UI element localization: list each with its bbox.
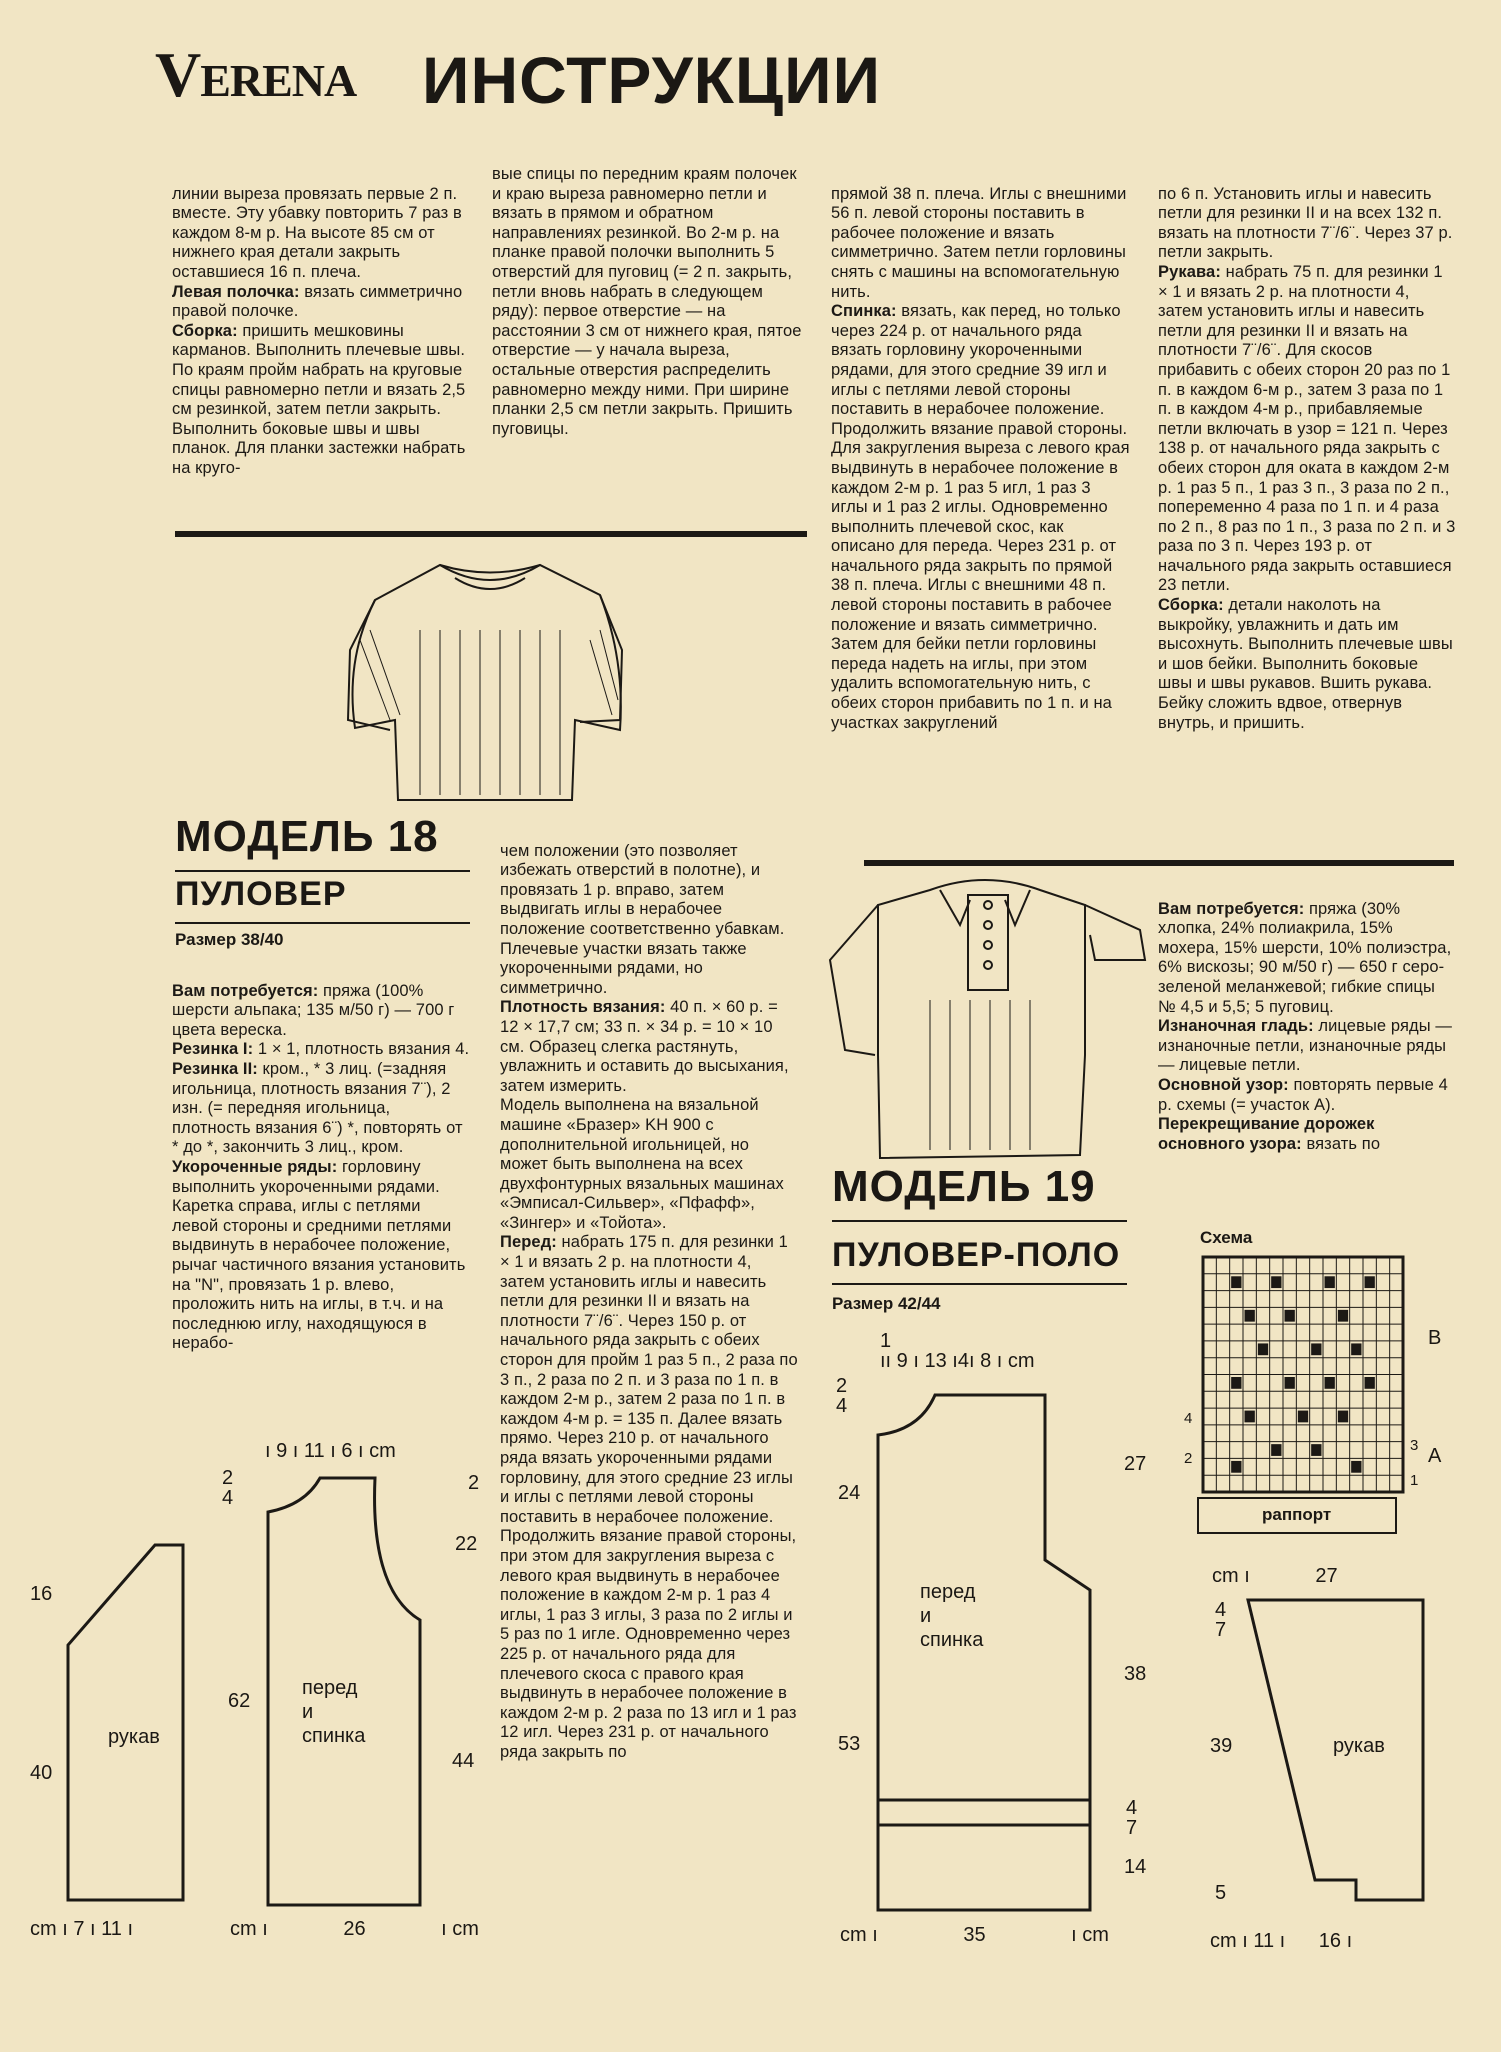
chart-symbol [1312,1445,1321,1456]
dim-label: 39 [1210,1735,1233,1757]
dim-label: 27 [1124,1453,1147,1475]
text-column-1: линии выреза провязать первые 2 п. вместе. Эту убавку повторить 7 раз в каждом 8-м р. На высоте 85 см от нижнего края детали закрыть оставшиеся 16 п. плеча. Левая полочка: вязать симметрично правой полочке. Сборка: пришить мешковины карманов. Выполнить плечевые швы. По краям пройм набрать на круговые спицы равномерно петли и вязать 2,5 см резинкой, затем петли закрыть. Выполнить боковые швы и швы планок. Для планки застежки набрать на круго- [172,184,466,477]
scheme-label: Схема [1200,1228,1253,1247]
dim-label: 4 7 [1126,1797,1138,1839]
chart-symbol [1312,1344,1321,1355]
chart-symbol [1232,1277,1241,1288]
chart-symbol [1272,1277,1281,1288]
text-column-3: прямой 38 п. плеча. Иглы с внешними 56 п. левой стороны поставить в рабочее положение и вязать симметрично. Затем петли горловины снять с машины на вспомогательную нить. Спинка: вязать, как перед, но только через 224 р. от начального ряда вязать горловину укороченными рядами, для этого средние 39 игл и иглы с петлями левой стороны поставить в нерабочее положение. Продолжить вязание правой стороны. Для закругления выреза с левого края выдвинуть в нерабочее положение в каждом 2-м р. 1 раз 5 игл, 1 раз 3 иглы и 1 раз 2 иглы. Одновременно выполнить плечевой скос, как описано для переда. Через 231 р. от начального ряда закрыть по прямой 38 п. плеча. Иглы с внешними 48 п. левой стороны поставить в рабочее положение и вязать симметрично. Затем для бейки петли горловины переда надеть на иглы, при этом удалить вспомогательную нить, с обеих сторон прибавить по 1 п. и на участках закруглений [831,184,1130,732]
dim-label: cm ı 27 [1212,1565,1338,1587]
chart-symbol [1365,1277,1374,1288]
m18-sleeve-pattern [68,1545,183,1900]
chart-symbol [1325,1277,1334,1288]
dim-label: 38 [1124,1663,1147,1685]
model-18-garment: ПУЛОВЕР [175,875,347,913]
dim-label: cm ı 7 ı 11 ı [30,1918,134,1940]
dim-label: 1 [880,1330,892,1352]
scheme-row-num: 4 [1184,1410,1193,1427]
dim-label: cm ı 26 ı cm [230,1918,479,1940]
section-title: ИНСТРУКЦИИ [422,43,882,117]
dim-label: 44 [452,1750,475,1772]
chart-symbol [1245,1411,1254,1422]
m19-body-label: перед и спинка [920,1581,984,1651]
chart-symbol [1272,1445,1281,1456]
model-18-text-b: чем положении (это позволяет избежать отверстий в полотне), и провязать 1 р. вправо, затем выдвигать иглы в нерабочее положение соответственно убавкам. Плечевые участки вязать также укороченными рядами, но симметрично. Плотность вязания: 40 п. × 60 р. = 12 × 17,7 см; 33 п. × 34 р. = 10 × 10 см. Образец слегка растянуть, увлажнить и оставить до высыхания, затем измерить. Модель выполнена на вязальной машине «Бразер» KH 900 с дополнительной игольницей, но может быть выполнена на всех двухфонтурных вязальных машинах «Эмписал-Сильвер», «Пфафф», «Зингер» и «Тойота». Перед: набрать 175 п. для резинки 1 × 1 и вязать 2 р. на плотности 4, затем установить иглы и навесить петли для резинки II и вязать на плотности 7¨/6¨. Через 150 р. от начального ряда закрыть с обеих сторон для пройм 1 раз 5 п., 2 раза по 3 п., 2 раза по 2 п. и 3 раза по 1 п. в каждом 2-м р., затем 2 раза по 1 п. в каждом 4-м р. = 135 п. Далее вязать прямо. Через 210 р. от начального ряда вязать укороченными рядами горловину, для этого средние 23 иглы и иглы с петлями левой стороны поставить в нерабочее положение. Продолжить вязание правой стороны, при этом для закругления выреза с левого края выдвинуть в нерабочее положение в каждом 2-м р. 1 раз 4 иглы, 1 раз 3 иглы, 3 раза по 2 иглы и 5 раз по 1 игле. Одновременно через 225 р. от начального ряда для плечевого скоса с правого края выдвинуть в нерабочее положение в каждом 2-м р. 2 раза по 13 игл и 1 раз 12 игл. Через 231 р. от начального ряда закрыть по [500,841,798,1761]
polo-illustration [830,880,1145,1158]
chart-symbol [1232,1378,1241,1389]
chart-symbol [1298,1411,1307,1422]
chart-symbol [1285,1378,1294,1389]
dim-label: cm ı 11 ı 16 ı [1210,1930,1353,1952]
chart-symbol [1285,1310,1294,1321]
model-19-garment: ПУЛОВЕР-ПОЛО [832,1236,1121,1274]
dim-label: 62 [228,1690,251,1712]
m18-body-label: перед и спинка [302,1677,366,1747]
chart-symbol [1338,1411,1347,1422]
scheme-b-label: B [1428,1327,1442,1349]
model-19-text: Вам потребуется: пряжа (30% хлопка, 24% полиакрила, 15% мохера, 15% шерсти, 10% полиэстра, 6% вискозы; 90 м/50 г) — 650 г серо-зеленой меланжевой; гибкие спицы № 4,5 и 5,5; 5 пуговиц. Изнаночная гладь: лицевые ряды — изнаночные петли, изнаночные ряды — лицевые петли. Основной узор: повторять первые 4 р. схемы (= участок А). Перекрещивание дорожек основного узора: вязать по [1158,899,1452,1153]
dim-label: 2 4 [222,1467,234,1509]
model-18-text-a: Вам потребуется: пряжа (100% шерсти альпака; 135 м/50 г) — 700 г цвета вереска. Резинка I: 1 × 1, плотность вязания 4. Резинка II: кром., * 3 лиц. (=задняя игольница, плотность вязания 7¨), 2 изн. (= передняя игольница, плотность вязания 6¨) *, повторять от * до *, закончить 3 лиц., кром. Укороченные ряды: горловину выполнить укороченными рядами. Каретка справа, иглы с петлями левой стороны и средними петлями выдвинуть в нерабочее положение, рычаг частичного вязания установить на "N", провязать 1 р. влево, проложить нить на иглы, в т.ч. и на последнюю иглу, находящуюся в нерабо- [172,981,470,1353]
rapport-label: раппорт [1262,1505,1332,1524]
chart-symbol [1338,1310,1347,1321]
m19-sleeve-label: рукав [1333,1735,1385,1757]
chart-symbol [1352,1461,1361,1472]
dim-label: 24 [838,1482,861,1504]
text-column-2: вые спицы по передним краям полочек и краю выреза равномерно петли и вязать в прямом и обратном направлениях резинкой. Во 2-м р. на планке правой полочки выполнить 5 отверстий для пуговиц (= 2 п. закрыть, петли вновь набрать в следующем ряду): первое отверстие — на расстоянии 3 см от нижнего края, пятое отверстие — у начала выреза, остальные отверстия распределить равномерно между ними. При ширине планки 2,5 см петли закрыть. Пришить пуговицы. [492,165,802,438]
dim-label: ıı 9 ı 13 ı4ı 8 ı cm [880,1350,1035,1372]
dim-label: 5 [1215,1882,1227,1904]
chart-symbol [1258,1344,1267,1355]
dim-label: 4 7 [1215,1599,1227,1641]
brand-logo: VERENA [155,39,357,110]
chart-symbol [1232,1461,1241,1472]
knitting-chart-grid [1203,1257,1403,1492]
dim-label: ı 9 ı 11 ı 6 ı cm [265,1440,396,1462]
scheme-row-num: 1 [1410,1472,1419,1489]
scheme-row-num: 2 [1184,1450,1193,1467]
knitting-chart [1198,1257,1403,1533]
m19-body-pattern [878,1395,1090,1910]
m18-sleeve-label: рукав [108,1726,160,1748]
model-18-size: Размер 38/40 [175,930,284,949]
chart-symbol [1245,1310,1254,1321]
chart-symbol [1325,1378,1334,1389]
dim-label: 2 4 [836,1375,848,1417]
model-19-title: МОДЕЛЬ 19 [832,1162,1096,1211]
dim-label: 53 [838,1733,861,1755]
dim-label: 22 [455,1533,478,1555]
text-column-4: по 6 п. Установить иглы и навесить петли для резинки II и на всех 132 п. вязать на плотности 7¨/6¨. Через 37 р. петли закрыть. Рукава: набрать 75 п. для резинки 1 × 1 и вязать 2 р. на плотности 4, затем установить иглы и навесить петли для резинки II и вязать на плотности 7¨/6¨. Для скосов прибавить с обеих сторон 20 раз по 1 п. в каждом 6-м р., затем 3 раза по 1 п. в каждом 4-м р., прибавляемые петли включать в узор = 121 п. Через 138 р. от начального ряда закрыть с обеих сторон для оката в каждом 2-м р. 1 раз 5 п., 1 раз 3 п., 3 раза по 2 п., попеременно 4 раза по 1 п. и 4 раза по 2 п., 8 раз по 1 п., 3 раза по 2 п. и 3 раза по 3 п. Через 193 р. от начального ряда закрыть оставшиеся 23 петли. Сборка: детали наколоть на выкройку, увлажнить и дать им высохнуть. Выполнить плечевые швы и шов бейки. Выполнить боковые швы и швы рукавов. Вшить рукава. Бейку сложить вдвое, отвернув внутрь, и пришить. [1158,184,1456,732]
dim-label: 16 [30,1583,53,1605]
dim-label: 2 [468,1472,480,1494]
model-18-title: МОДЕЛЬ 18 [175,812,439,861]
dim-label: cm ı 35 ı cm [840,1924,1109,1946]
dim-label: 40 [30,1762,53,1784]
model-19-size: Размер 42/44 [832,1294,941,1313]
dim-label: 14 [1124,1856,1147,1878]
scheme-a-label: A [1428,1445,1442,1467]
sweater-illustration [348,565,622,800]
scheme-row-num: 3 [1410,1437,1419,1454]
chart-symbol [1365,1378,1374,1389]
chart-symbol [1352,1344,1361,1355]
